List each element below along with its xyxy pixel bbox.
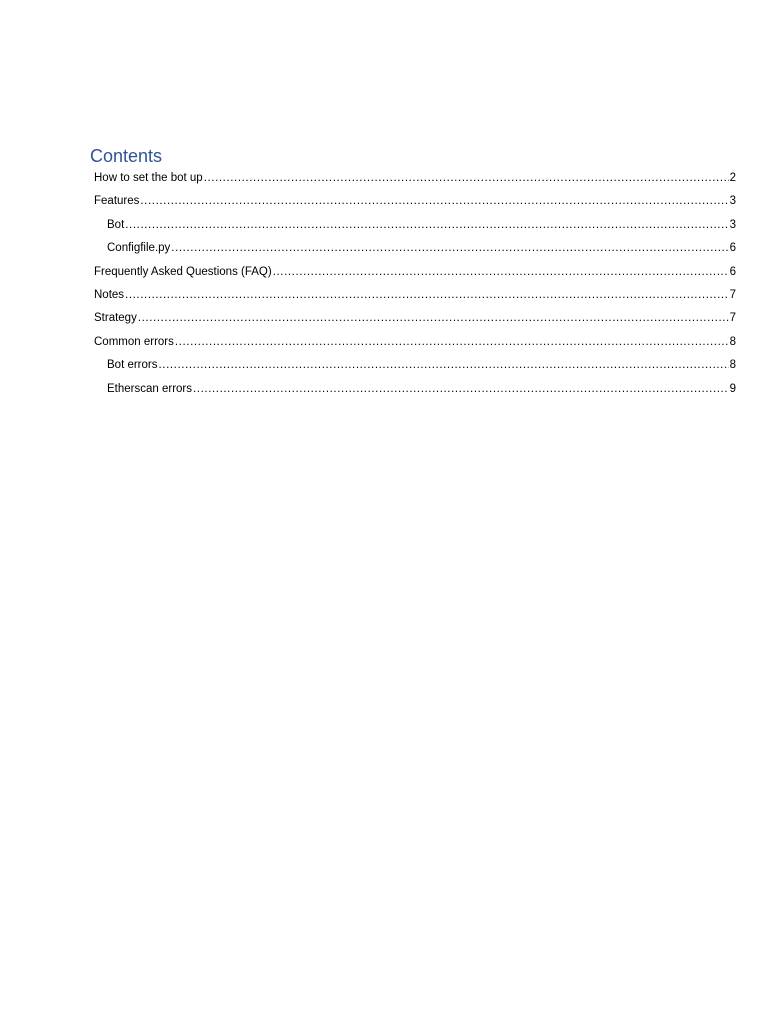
toc-dot-leader — [125, 289, 729, 301]
toc-entry-page-number: 6 — [729, 242, 736, 255]
toc-entry-label: Bot — [107, 218, 125, 231]
toc-entry-etherscan-errors[interactable] — [90, 383, 736, 406]
toc-entry-page-number: 3 — [729, 218, 736, 231]
toc-entry-page-number: 6 — [729, 265, 736, 278]
toc-entry-bot[interactable] — [90, 219, 736, 242]
toc-entry-label: Frequently Asked Questions (FAQ) — [94, 265, 272, 278]
toc-entry-label: How to set the bot up — [94, 172, 203, 184]
toc-entry-page-number: 9 — [729, 382, 736, 395]
toc-entry-common-errors[interactable] — [90, 336, 736, 359]
toc-dot-leader — [273, 266, 729, 278]
toc-entry-strategy[interactable] — [90, 312, 736, 335]
toc-entry-label: Etherscan errors — [107, 382, 193, 395]
toc-entry-how-to-set-the-bot-up[interactable] — [90, 172, 736, 195]
toc-entry-page-number: 3 — [729, 195, 736, 208]
toc-entry-page-number: 8 — [729, 335, 736, 348]
toc-dot-leader — [204, 172, 729, 184]
toc-entry-label: Configfile.py — [107, 242, 171, 255]
toc-entry-label: Bot errors — [107, 359, 158, 372]
toc-dot-leader — [171, 242, 728, 254]
toc-entry-label: Strategy — [94, 312, 137, 325]
toc-dot-leader — [193, 383, 729, 395]
toc-entry-notes[interactable] — [90, 289, 736, 312]
toc-entry-page-number: 7 — [729, 288, 736, 301]
toc-entry-features[interactable] — [90, 195, 736, 218]
toc-entry-label: Common errors — [94, 335, 174, 348]
toc-entry-label: Notes — [94, 288, 125, 301]
toc-dot-leader — [175, 336, 729, 348]
toc-dot-leader — [125, 219, 728, 231]
toc-entry-page-number: 2 — [729, 172, 736, 184]
toc-entry-page-number: 8 — [729, 359, 736, 372]
toc-dot-leader — [138, 312, 729, 324]
toc-entry-page-number: 7 — [729, 312, 736, 325]
toc-dot-leader — [159, 359, 729, 371]
toc-entry-faq[interactable] — [90, 266, 736, 289]
toc-entry-bot-errors[interactable] — [90, 359, 736, 382]
toc-entry-label: Features — [94, 195, 140, 208]
toc-entry-configfile[interactable] — [90, 242, 736, 265]
toc-dot-leader — [140, 195, 728, 207]
toc-title: Contents — [90, 146, 163, 166]
table-of-contents — [90, 144, 736, 406]
toc-list — [90, 172, 736, 406]
